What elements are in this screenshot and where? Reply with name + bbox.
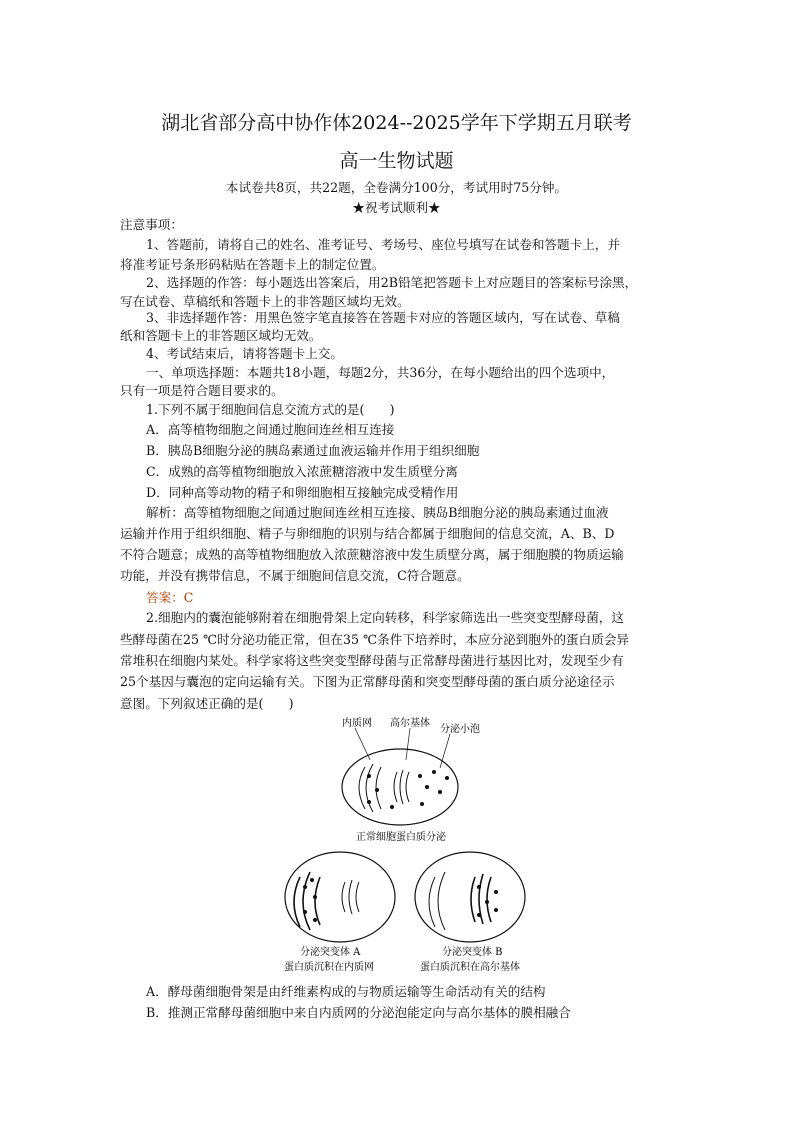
note-line: 1、答题前，请将自己的姓名、准考证号、考场号、座位号填写在试卷和答题卡上，并: [146, 237, 620, 252]
mutant-a-label: 分泌突变体 A: [300, 947, 361, 958]
section-intro: 一、单项选择题：本题共18小题，每题2分，共36分，在每小题给出的四个选项中，: [146, 365, 615, 380]
q1-analysis: 解析：高等植物细胞之间通过胞间连丝相互连接、胰岛B细胞分泌的胰岛素通过血液: [146, 505, 609, 520]
question-2-stem: 25个基因与囊泡的定向运输有关。下图为正常酵母菌和突变型酵母菌的蛋白质分泌途径示: [120, 674, 615, 689]
q1-option-a: A．高等植物细胞之间通过胞间连丝相互连接: [146, 422, 395, 437]
note-line: 写在试卷、草稿纸和答题卡上的非答题区域均无效。: [120, 294, 410, 309]
normal-cell-diagram: [342, 749, 458, 825]
mutant-a-desc: 蛋白质沉积在内质网: [284, 962, 374, 973]
question-2-stem: 些酵母菌在25 ℃时分泌功能正常，但在35 ℃条件下培养时，本应分泌到胞外的蛋白质会异: [120, 632, 630, 647]
exam-title: 湖北省部分高中协作体2024--2025学年下学期五月联考: [161, 112, 632, 134]
q1-option-c: C．成熟的高等植物细胞放入浓蔗糖溶液中发生质壁分离: [146, 464, 458, 479]
question-2-stem: 意图。下列叙述正确的是( ): [120, 696, 294, 711]
q1-answer: 答案：C: [146, 590, 194, 605]
notes-heading: 注意事项：: [120, 217, 183, 232]
question-2-stem: 常堆积在细胞内某处。科学家将这些突变型酵母菌与正常酵母菌进行基因比对，发现至少有: [120, 653, 624, 668]
note-line: 4、考试结束后，请将答题卡上交。: [146, 346, 343, 361]
q1-analysis: 功能，并没有携带信息，不属于细胞间信息交流，C符合题意。: [120, 568, 470, 583]
exam-wish: ★祝考试顺利★: [352, 200, 441, 215]
secretion-figure: [270, 712, 540, 977]
q1-analysis: 运输并作用于组织细胞、精子与卵细胞的识别与结合都属于细胞间的信息交流，A、B、D: [120, 526, 615, 541]
q2-option-b: B．推测正常酵母菌细胞中来自内质网的分泌泡能定向与高尔基体的膜相融合: [146, 1005, 571, 1020]
note-line: 将准考证号条形码粘贴在答题卡上的制定位置。: [120, 257, 385, 272]
mutant-a-diagram: [285, 852, 395, 942]
question-2-stem: 2.细胞内的囊泡能够附着在细胞骨架上定向转移，科学家筛选出一些突变型酵母菌，这: [146, 610, 624, 625]
note-line: 纸和答题卡上的非答题区域均无效。: [120, 328, 322, 343]
section-intro: 只有一项是符合题目要求的。: [120, 383, 284, 398]
q1-analysis: 不符合题意；成熟的高等植物细胞放入浓蔗糖溶液中发生质壁分离，属于细胞膜的物质运输: [120, 547, 624, 562]
label-vesicle: 分泌小泡: [440, 724, 480, 735]
caption-normal: 正常细胞蛋白质分泌: [356, 832, 446, 843]
note-line: 3、非选择题作答：用黑色签字笔直接答在答题卡对应的答题区域内，写在试卷、草稿: [146, 310, 620, 325]
label-er: 内质网: [342, 718, 372, 729]
mutant-b-diagram: [415, 852, 525, 942]
mutant-b-desc: 蛋白质沉积在高尔基体: [420, 962, 520, 973]
exam-subtitle: 高一生物试题: [339, 150, 454, 172]
q1-option-d: D．同种高等动物的精子和卵细胞相互接触完成受精作用: [146, 485, 459, 500]
question-1-stem: 1.下列不属于细胞间信息交流方式的是( ): [146, 402, 395, 417]
label-golgi: 高尔基体: [390, 718, 430, 729]
q1-option-b: B．胰岛B细胞分泌的胰岛素通过血液运输并作用于组织细胞: [146, 443, 480, 458]
mutant-b-label: 分泌突变体 B: [442, 947, 503, 958]
q2-option-a: A．酵母菌细胞骨架是由纤维素构成的与物质运输等生命活动有关的结构: [146, 984, 546, 999]
note-line: 2、选择题的作答：每小题选出答案后，用2B铅笔把答题卡上对应题目的答案标号涂黑，: [146, 275, 638, 290]
exam-info: 本试卷共8页，共22题，全卷满分100分，考试用时75分钟。: [225, 180, 568, 195]
